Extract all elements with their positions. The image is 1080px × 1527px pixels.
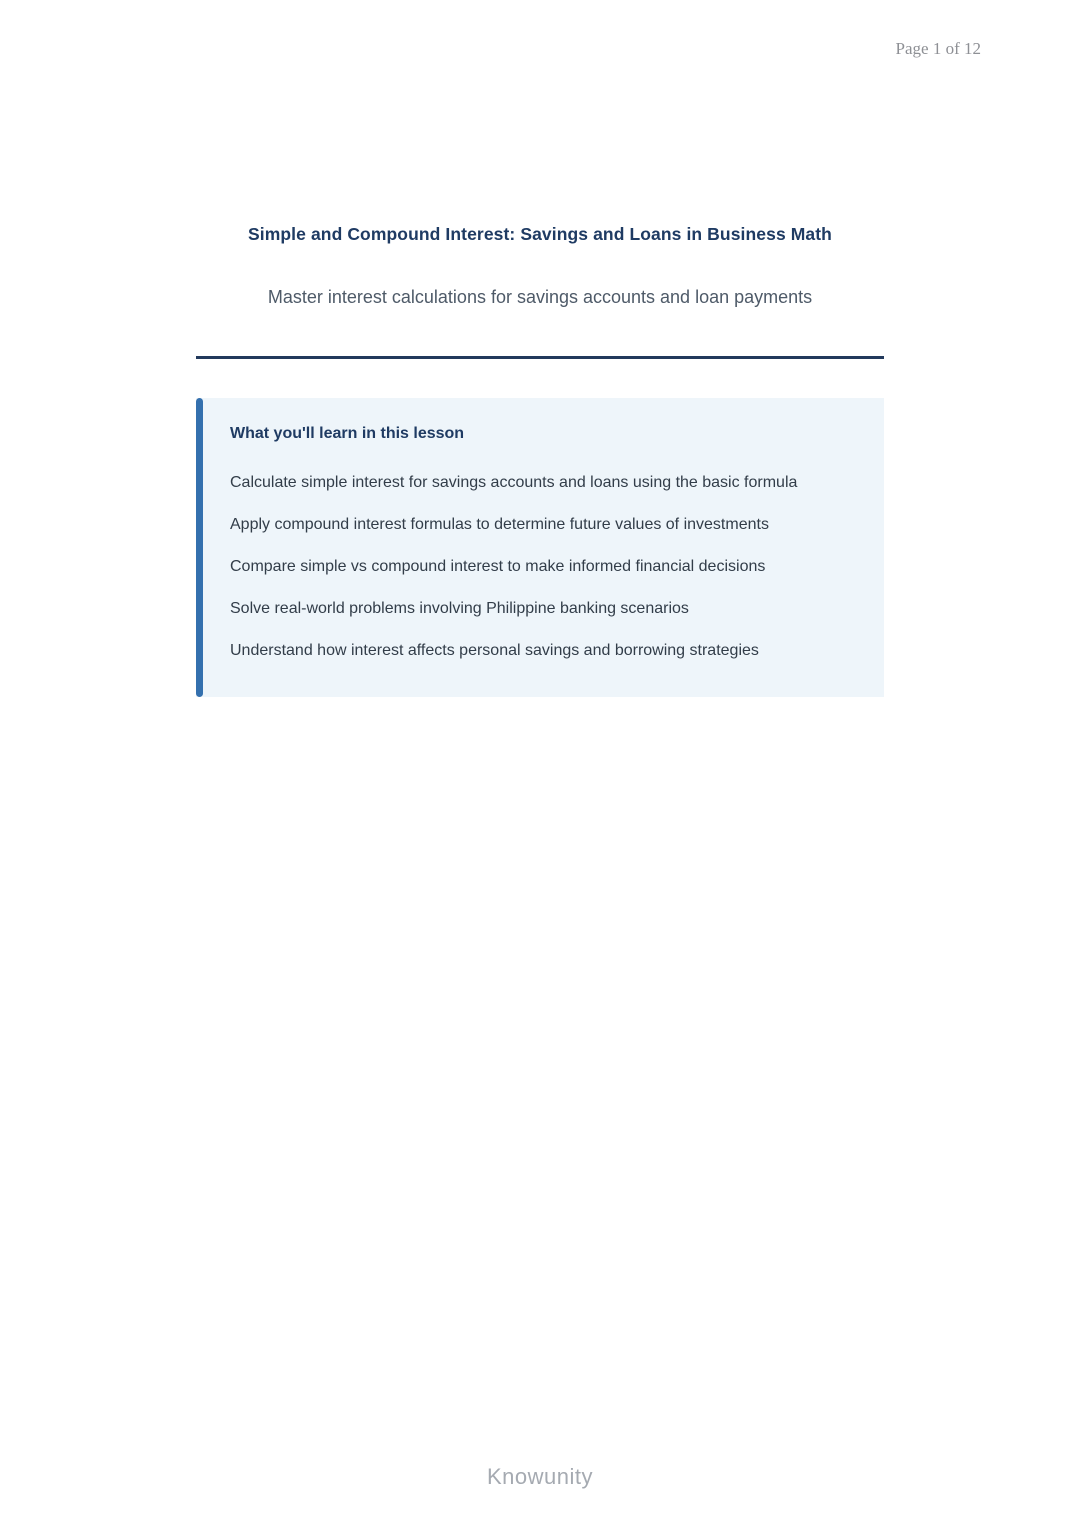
learn-item: Apply compound interest formulas to determine future values of investments	[230, 516, 769, 533]
page-indicator: Page 1 of 12	[895, 39, 981, 58]
divider	[196, 356, 884, 359]
learn-box-heading: What you'll learn in this lesson	[230, 425, 465, 442]
learn-item: Calculate simple interest for savings accounts and loans using the basic formula	[230, 474, 798, 491]
learn-box	[196, 398, 884, 697]
learn-item: Understand how interest affects personal savings and borrowing strategies	[230, 642, 759, 659]
learn-item: Solve real-world problems involving Philippine banking scenarios	[230, 600, 689, 617]
brand-footer: Knowunity	[486, 1464, 593, 1489]
accent-bar	[196, 398, 203, 697]
document-content	[196, 0, 884, 697]
document-subtitle: Master interest calculations for savings accounts and loan payments	[267, 287, 813, 307]
learn-item: Compare simple vs compound interest to make informed financial decisions	[230, 558, 766, 575]
document-title: Simple and Compound Interest: Savings and Loans in Business Math	[248, 224, 832, 244]
